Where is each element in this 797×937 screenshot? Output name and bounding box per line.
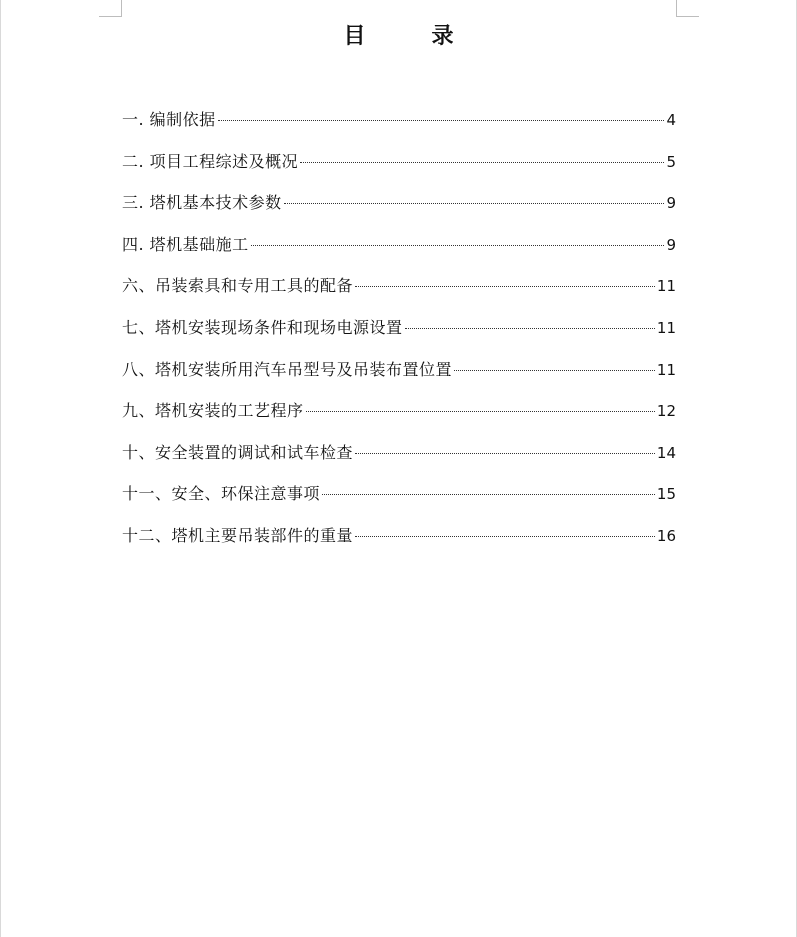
toc-entry-label: 四. 塔机基础施工: [122, 234, 249, 254]
toc-entry-label: 十、安全装置的调试和试车检查: [122, 442, 354, 462]
toc-entry[interactable]: [122, 439, 676, 481]
table-of-contents: [122, 106, 676, 564]
toc-dot-leader: [284, 203, 665, 204]
toc-dot-leader: [405, 328, 655, 329]
toc-page-number: 9: [666, 194, 676, 213]
toc-entry-label: 三. 塔机基本技术参数: [122, 193, 282, 213]
toc-entry-label: 一. 编制依据: [122, 110, 216, 129]
toc-dot-leader: [218, 120, 665, 121]
toc-page-number: 4: [666, 111, 676, 129]
toc-dot-leader: [454, 370, 655, 371]
toc-entry[interactable]: [122, 522, 676, 564]
toc-entry-label: 二. 项目工程综述及概况: [122, 151, 299, 171]
toc-entry-label: 八、塔机安装所用汽车吊型号及吊装布置位置: [122, 359, 453, 379]
toc-page-number: 11: [656, 318, 676, 337]
toc-entry[interactable]: [122, 272, 676, 314]
toc-dot-leader: [355, 453, 655, 454]
toc-dot-leader: [355, 536, 655, 537]
toc-dot-leader: [355, 286, 655, 287]
toc-page-number: 11: [656, 360, 676, 379]
toc-entry[interactable]: [122, 189, 676, 231]
toc-dot-leader: [251, 245, 665, 246]
toc-entry[interactable]: [122, 480, 676, 522]
top-left-margin-mark: [99, 0, 122, 17]
page-title: 目 录: [343, 23, 476, 49]
toc-entry-label: 七、塔机安装现场条件和现场电源设置: [122, 317, 403, 337]
toc-page-number: 15: [656, 485, 676, 504]
toc-dot-leader: [322, 494, 655, 495]
toc-entry[interactable]: [122, 231, 676, 273]
toc-page-number: 5: [666, 152, 676, 171]
toc-entry-label: 十一、安全、环保注意事项: [122, 484, 321, 504]
toc-dot-leader: [300, 162, 664, 163]
toc-page-number: 16: [656, 526, 676, 545]
toc-page-number: 9: [666, 235, 676, 254]
toc-entry[interactable]: [122, 148, 676, 190]
toc-page-number: 11: [656, 277, 676, 296]
toc-entry[interactable]: [122, 314, 676, 356]
toc-page-number: 12: [656, 402, 676, 421]
page-left-edge: [0, 0, 1, 937]
toc-entry[interactable]: [122, 356, 676, 398]
top-right-margin-mark: [676, 0, 699, 17]
toc-page-number: 14: [656, 443, 676, 462]
toc-entry-label: 十二、塔机主要吊装部件的重量: [122, 525, 354, 545]
toc-dot-leader: [306, 411, 655, 412]
toc-entry[interactable]: [122, 106, 676, 148]
toc-entry-label: 九、塔机安装的工艺程序: [122, 401, 304, 421]
toc-entry[interactable]: [122, 397, 676, 439]
toc-entry-label: 六、吊装索具和专用工具的配备: [122, 276, 354, 296]
